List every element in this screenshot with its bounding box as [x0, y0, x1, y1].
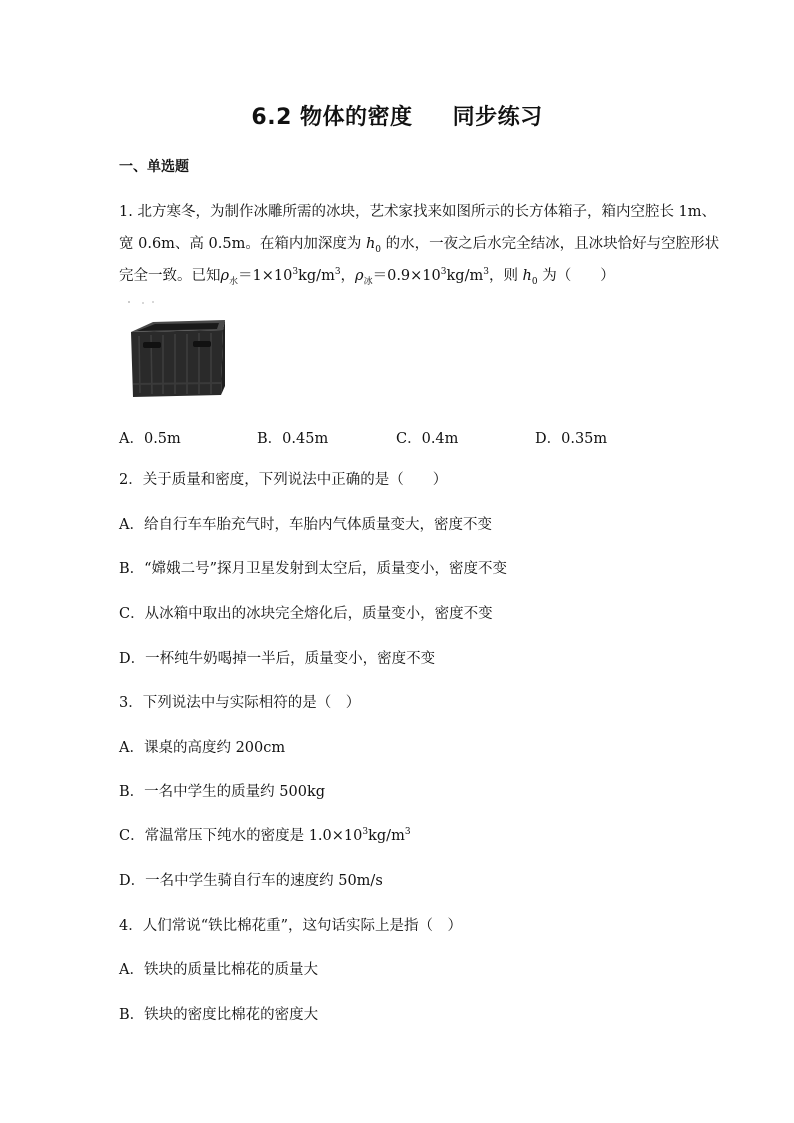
question-1-stem-line-3: 完全一致。已知$\rho_水=1\times 10^3kg/m^3$，$\rho_冰=0.9\times 10^3kg/m^3$，则 $h_0$ 为（ ）	[119, 267, 615, 287]
question-4-option-a[interactable]: A．铁块的质量比棉花的质量大	[119, 962, 318, 978]
question-1-option-c[interactable]: C．0.4m	[396, 431, 459, 447]
question-1-option-d[interactable]: D．0.35m	[535, 431, 608, 447]
question-1-option-a[interactable]: A．0.5m	[119, 431, 181, 447]
h-symbol: h	[365, 236, 376, 252]
question-2-option-a[interactable]: A．给自行车车胎充气时，车胎内气体质量变大，密度不变	[119, 517, 492, 533]
question-3-option-d[interactable]: D．一名中学生骑自行车的速度约 50m/s	[119, 873, 383, 889]
page-title-sub: 同步练习	[452, 105, 543, 130]
page-title-main: 6.2 物体的密度	[251, 105, 413, 130]
question-2-option-c[interactable]: C．从冰箱中取出的冰块完全熔化后，质量变小，密度不变	[119, 606, 493, 622]
question-1-option-b[interactable]: B．0.45m	[257, 431, 329, 447]
question-3-option-c[interactable]: C．常温常压下纯水的密度是 $1.0\times 10^3kg/m^3$	[119, 827, 411, 844]
question-1-stem-line-2: 宽 0.6m、高 0.5m。在箱内加深度为 $h_0$ 的水，一夜之后水完全结冰，且冰块恰好与空腔形状	[119, 236, 720, 255]
question-3-option-a[interactable]: A．课桌的高度约 200cm	[119, 740, 286, 756]
question-2-stem: 2．关于质量和密度，下列说法中正确的是（ ）	[119, 472, 448, 488]
question-4-option-b[interactable]: B．铁块的密度比棉花的密度大	[119, 1007, 319, 1023]
question-2-option-b[interactable]: B．“嫦娥二号”探月卫星发射到太空后，质量变小，密度不变	[119, 561, 507, 577]
question-3-stem: 3．下列说法中与实际相符的是（ ）	[119, 695, 361, 711]
question-2-option-d[interactable]: D．一杯纯牛奶喝掉一半后，质量变小，密度不变	[119, 651, 436, 667]
question-1-options	[119, 427, 679, 447]
section-heading: 一、单选题	[119, 159, 189, 175]
question-4-stem: 4．人们常说“铁比棉花重”，这句话实际上是指（ ）	[119, 918, 463, 934]
question-3-option-b[interactable]: B．一名中学生的质量约 500kg	[119, 784, 326, 800]
black-storage-box-photo	[123, 298, 227, 398]
page-title	[0, 100, 794, 131]
question-1-stem-line-1: 1. 北方寒冬，为制作冰雕所需的冰块，艺术家找来如图所示的长方体箱子，箱内空腔长 1m、	[119, 204, 717, 220]
